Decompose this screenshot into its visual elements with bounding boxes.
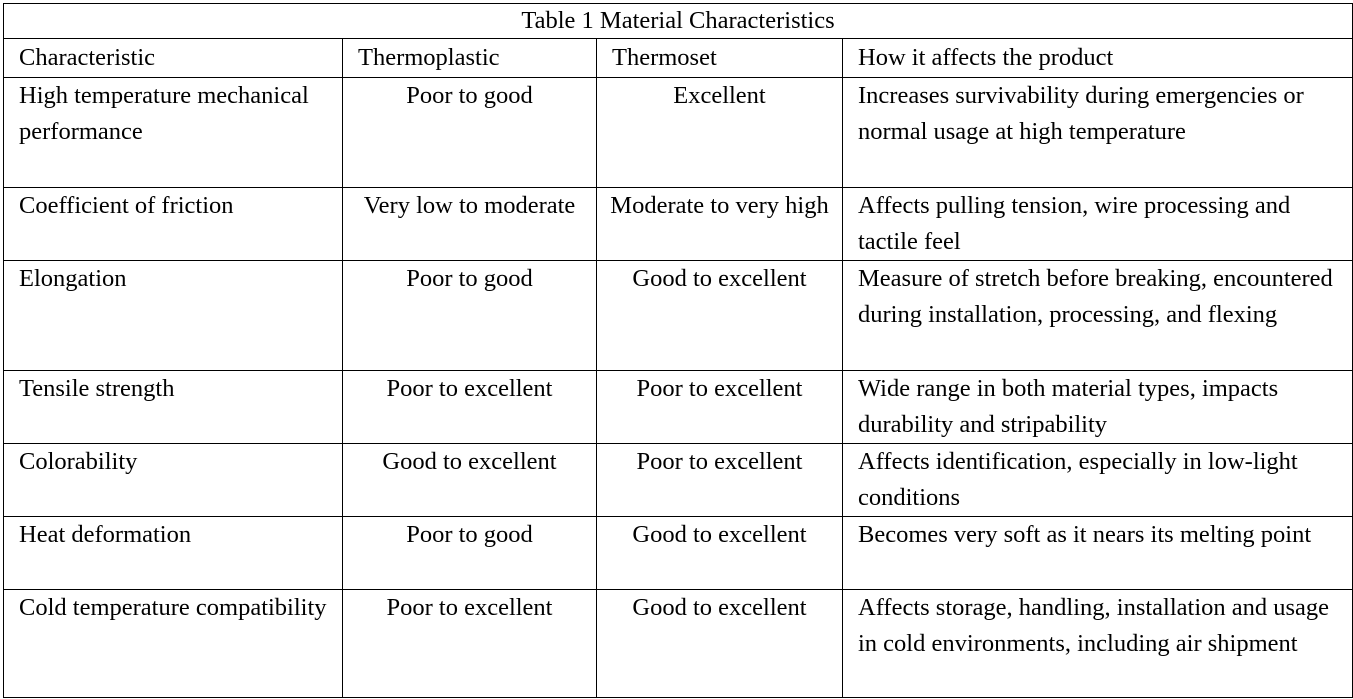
thermoplastic-cell: Poor to good [343,517,597,590]
characteristic-cell: Elongation [4,261,343,371]
table-title: Table 1 Material Characteristics [4,4,1353,39]
thermoset-cell: Moderate to very high [597,188,843,261]
characteristic-cell: Coefficient of friction [4,188,343,261]
table-title-row [4,4,1353,39]
characteristic-cell: Colorability [4,444,343,517]
thermoset-cell: Good to excellent [597,590,843,698]
thermoset-cell: Poor to excellent [597,371,843,444]
thermoplastic-cell: Poor to good [343,261,597,371]
column-header: How it affects the product [843,39,1353,78]
table-header-row [4,39,1353,78]
characteristic-cell: Cold temperature compatibility [4,590,343,698]
effect-cell: Increases survivability during emergencies or normal usage at high temperature [843,78,1353,188]
effect-cell: Becomes very soft as it nears its melting point [843,517,1353,590]
thermoset-cell: Excellent [597,78,843,188]
table-row [4,444,1353,517]
effect-cell: Affects storage, handling, installation and usage in cold environments, including air shipment [843,590,1353,698]
table-row [4,371,1353,444]
effect-cell: Measure of stretch before breaking, encountered during installation, processing, and flexing [843,261,1353,371]
table-row [4,517,1353,590]
thermoplastic-cell: Poor to good [343,78,597,188]
characteristic-cell: Tensile strength [4,371,343,444]
thermoset-cell: Poor to excellent [597,444,843,517]
effect-cell: Affects pulling tension, wire processing and tactile feel [843,188,1353,261]
effect-cell: Affects identification, especially in low-light conditions [843,444,1353,517]
material-characteristics-table [3,3,1353,698]
table-row [4,78,1353,188]
table-container [3,3,1352,698]
thermoplastic-cell: Good to excellent [343,444,597,517]
thermoset-cell: Good to excellent [597,261,843,371]
table-row [4,261,1353,371]
characteristic-cell: Heat deformation [4,517,343,590]
table-row [4,188,1353,261]
characteristic-cell: High temperature mechanical performance [4,78,343,188]
thermoplastic-cell: Poor to excellent [343,371,597,444]
thermoset-cell: Good to excellent [597,517,843,590]
effect-cell: Wide range in both material types, impacts durability and stripability [843,371,1353,444]
column-header: Thermoset [597,39,843,78]
thermoplastic-cell: Poor to excellent [343,590,597,698]
column-header: Characteristic [4,39,343,78]
thermoplastic-cell: Very low to moderate [343,188,597,261]
column-header: Thermoplastic [343,39,597,78]
table-row [4,590,1353,698]
